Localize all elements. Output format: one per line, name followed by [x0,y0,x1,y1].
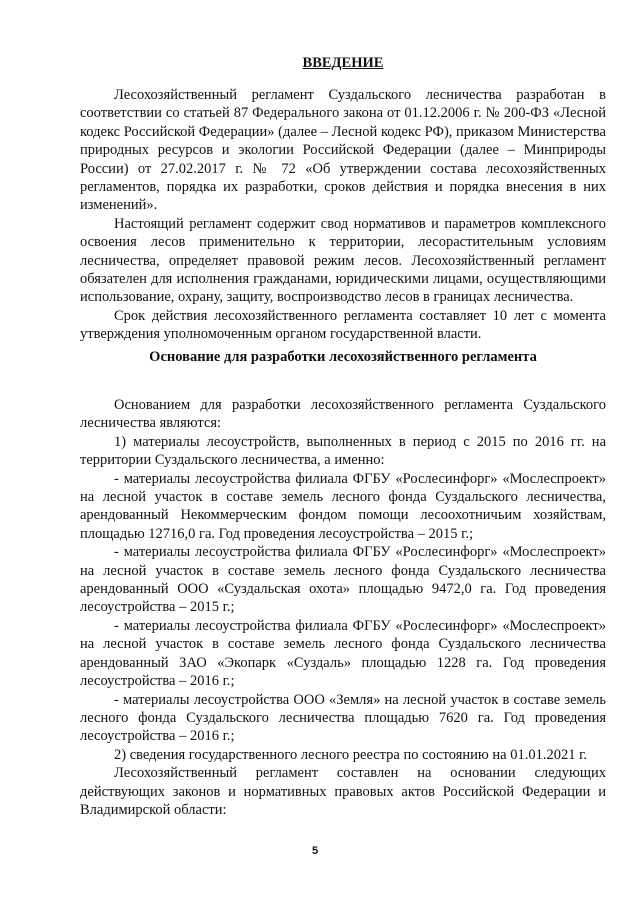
intro-heading: ВВЕДЕНИЕ [302,55,384,71]
basis-paragraph: Основанием для разработки лесохозяйственного регламента Суздальского лесничества являются: [80,397,606,432]
page-number: 5 [311,845,319,857]
basis-list-item: - материалы лесоустройства филиала ФГБУ «Рослесинфорг» «Мослеспроект» на лесной участок в составе земель лесного фонда Суздальского лесничества арендованный ООО «Суздальская охота» площадью 9472,0 га. Год проведения лесоустройства – 2015 г.; [80,544,606,616]
intro-text [80,86,606,344]
basis-heading: Основание для разработки лесохозяйственного регламента [149,349,537,365]
basis-list-item: - материалы лесоустройства ООО «Земля» на лесной участок в составе земель лесного фонда Суздальского лесничества площадью 7620 га. Год проведения лесоустройства – 2016 г.; [80,691,606,745]
basis-list-item: - материалы лесоустройства филиала ФГБУ «Рослесинфорг» «Мослеспроект» на лесной участок в составе земель лесного фонда Суздальского лесничества, арендованный Некоммерческим фондом помощи лесоохотничьим хозяйствам, площадью 12716,0 га. Год проведения лесоустройства – 2015 г.; [80,470,606,542]
basis-list-item: - материалы лесоустройства филиала ФГБУ «Рослесинфорг» «Мослеспроект» на лесной участок в составе земель лесного фонда Суздальского лесничества арендованный ЗАО «Экопарк «Суздаль» площадью 1228 га. Год проведения лесоустройства – 2016 г.; [80,617,606,690]
intro-paragraph: Срок действия лесохозяйственного регламента составляет 10 лет с момента утверждения уполномоченным органом государственной власти. [80,307,606,343]
basis-list-item: 2) сведения государственного лесного реестра по состоянию на 01.01.2021 г. [114,746,588,763]
basis-paragraph: Лесохозяйственный регламент составлен на основании следующих действующих законов и нормативных правовых актов Российской Федерации и Владимирской области: [80,765,606,818]
basis-list-item: 1) материалы лесоустройств, выполненных в период с 2015 по 2016 гг. на территории Суздальского лесничества, а именно: [80,433,606,469]
intro-paragraph: Лесохозяйственный регламент Суздальского лесничества разработан в соответствии со статьей 87 Федерального закона от 01.12.2006 г. № 200-ФЗ «Лесной кодекс Российской Федерации» (далее – Лесной кодекс РФ), приказом Министерства природных ресурсов и экологии Российской Федерации (далее – Минприроды России) от 27.02.2017 г. № 72 «Об утверждении состава лесохозяйственных регламентов, порядка их разработки, сроков действия и порядка внесения в них изменений». [80,87,606,214]
basis-text [80,396,606,819]
intro-paragraph: Настоящий регламент содержит свод нормативов и параметров комплексного освоения лесов применительно к территории, лесорастительным условиям лесничества, определяет правовой режим лесов. Лесохозяйственный регламент обязателен для исполнения гражданами, юридическими лицами, осуществляющими использование, охрану, защиту, воспроизводство лесов в границах лесничества. [80,215,606,306]
